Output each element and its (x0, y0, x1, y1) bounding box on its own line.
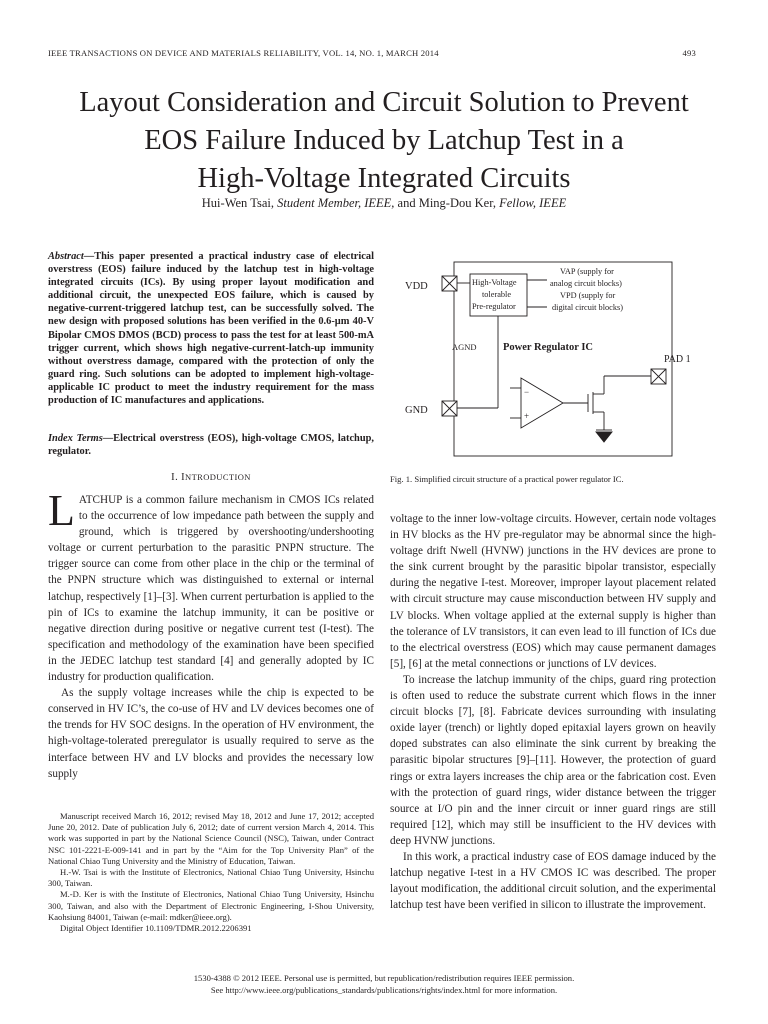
figure-caption: Fig. 1. Simplified circuit structure of a practical power regulator IC. (390, 474, 624, 484)
footnotes (48, 811, 374, 934)
vap-label-2: analog circuit blocks) (550, 279, 622, 288)
copyright-notice (48, 972, 720, 996)
drop-cap: L (48, 486, 75, 535)
title-line-2: EOS Failure Induced by Latchup Test in a (144, 125, 624, 156)
paragraph: In this work, a practical industry case of EOS damage induced by the latchup negative I-test in a HV CMOS IC was described. The proper layout modification, the additional circuit solution, and the experimental latchup test have been verified in silicon to illustrate the improvement. (390, 850, 716, 912)
ic-title: Power Regulator IC (503, 342, 594, 353)
paragraph-text: ATCHUP is a common failure mechanism in CMOS ICs related to the occurrence of low impedance path between the supply and ground, which is triggered by overshooting/undershooting voltage or current perturbation to the parasitic PNPN structure. The trigger source can come from other place in the chip or the terminal of the PNPN structure which was distinguished to external or internal latchup, respectively [1]–[3]. When current perturbation is applied to the pin of ICs to examine the latchup immunity, it can be positive or negative direction during positive or negative current test (I-test). The specification and methodology of the examination have been specified in the JEDEC latchup test standard [4] and generally adopted by IC industry for production qualification. (48, 494, 374, 684)
title-line-1: Layout Consideration and Circuit Solution to Prevent (79, 87, 689, 118)
vap-label-1: VAP (supply for (560, 267, 614, 276)
agnd-label: AGND (452, 342, 477, 352)
svg-text:+: + (524, 411, 530, 421)
running-head (48, 48, 696, 58)
paragraph (48, 486, 374, 685)
footnote-author-2: M.-D. Ker is with the Institute of Electronics, National Chiao Tung University, Hsinchu 300, Taiwan, and also with the Department of Electronic Engineering, I-Shou University, Kaohsiung 84001, Taiwan (e-mail: mdker@ieee.org). (48, 889, 374, 922)
copyright-line-1: 1530-4388 © 2012 IEEE. Personal use is permitted, but republication/redistribution requires IEEE permission. (193, 973, 575, 983)
index-terms: Index Terms—Electrical overstress (EOS), high-voltage CMOS, latchup, regulator. (48, 433, 374, 458)
section-heading (48, 472, 374, 483)
index-terms-label: Index Terms (48, 433, 103, 444)
author-1-role: Student Member, IEEE, (277, 196, 395, 210)
pad1-label: PAD 1 (664, 354, 691, 365)
journal-name: IEEE TRANSACTIONS ON DEVICE AND MATERIALS RELIABILITY, VOL. 14, NO. 1, MARCH 2014 (48, 48, 439, 58)
abstract-text: This paper presented a practical industry case of electrical overstress (EOS) failure induced by the latchup test in high-voltage integrated circuits (ICs). By using proper layout modification and additional circuit, the unexpected EOS failure, which is caused by negative-current-triggered latchup test, can be successfully solved. The new design with proposed solutions has been verified in the 0.6-µm 40-V Bipolar CMOS DMOS (BCD) process to pass the test for at least 500-mA trigger current, which shows high negative-current-latch-up immunity without overstress damage, compared with the protection of only the guard ring. Such solutions can be adopted to implement high-voltage-applicable IC product to meet the industry requirement for the mass production of IC manufactures and applications. (48, 251, 374, 407)
vpd-label-1: VPD (supply for (560, 291, 616, 300)
section-title-rest: NTRODUCTION (185, 472, 251, 482)
page-number: 493 (682, 48, 696, 58)
vdd-label: VDD (405, 281, 428, 292)
author-1: Hui-Wen Tsai, (201, 196, 274, 210)
section-title-initial: I (181, 472, 186, 483)
author-line (30, 196, 738, 211)
paragraph: To increase the latchup immunity of the chips, guard ring protection is often used to reduce the substrate current which flows in the inner circuit blocks [7], [8]. Fabricate devices surrounding with insulating oxide layer (trench) or lightly doped epitaxial layers grown on heavily doped substrates can also eliminate the sink current by breaking the parasitic bipolar structures [9]–[11]. However, the protection of guard rings or extra layers increases the chip area or the fabrication cost. Even with the protection of guard rings, wider distance between the trigger source at I/O pin and the inner circuit or inner guard rings are still required [12], which may still be insufficient to the HV devices with deep HVNW junctions. (390, 673, 716, 847)
paper-title (30, 84, 738, 198)
author-2-role: Fellow, IEEE (499, 196, 567, 210)
body-column-left (48, 486, 374, 782)
gnd-label: GND (405, 405, 428, 416)
svg-text:−: − (524, 387, 530, 397)
section-number: I. (171, 472, 179, 483)
footnote-doi: Digital Object Identifier 10.1109/TDMR.2012.2206391 (60, 923, 252, 934)
block-label-3: Pre-regulator (472, 302, 516, 311)
body-column-right (390, 511, 716, 913)
block-label-1: High-Voltage (472, 278, 517, 287)
title-line-3: High-Voltage Integrated Circuits (197, 163, 571, 194)
author-2: and Ming-Dou Ker, (397, 196, 496, 210)
footnote-manuscript: Manuscript received March 16, 2012; revised May 18, 2012 and June 17, 2012; accepted June 20, 2012. Date of publication July 6, 2012; date of current version March 4, 2014. This work was supported in part by the National Science Council (NSC), Taiwan, under Contract NSC 101-2221-E-009-141 and in part by the “Aim for the Top University Plan” of the National Chiao Tung University and the Ministry of Education, Taiwan. (48, 811, 374, 866)
circuit-figure (392, 252, 712, 466)
vpd-label-2: digital circuit blocks) (552, 303, 623, 312)
index-terms-text: Electrical overstress (EOS), high-voltage CMOS, latchup, regulator. (48, 433, 374, 458)
abstract: Abstract—This paper presented a practical industry case of electrical overstress (EOS) failure induced by the latchup test in high-voltage integrated circuits (ICs). By using proper layout modification and additional circuit, the unexpected EOS failure, which is caused by negative-current-triggered latchup test, can be successfully solved. The new design with proposed solutions has been verified in the 0.6-µm 40-V Bipolar CMOS DMOS (BCD) process to pass the test for at least 500-mA trigger current, which shows high negative-current-latch-up immunity without overstress damage, compared with the protection of only the guard ring. Such solutions can be adopted to implement high-voltage-applicable IC product to meet the industry requirement for the mass production of IC manufactures and applications. (48, 251, 374, 407)
copyright-line-2: See http://www.ieee.org/publications_standards/publications/rights/index.html for more information. (210, 985, 558, 995)
footnote-author-1: H.-W. Tsai is with the Institute of Electronics, National Chiao Tung University, Hsinchu 300, Taiwan. (48, 867, 374, 889)
abstract-label: Abstract (48, 251, 84, 262)
paragraph: As the supply voltage increases while the chip is expected to be conserved in HV IC’s, the co-use of HV and LV devices becomes one of the trends for HV SOC designs. In the operation of HV environment, the high-voltage-tolerated preregulator is usually required to serve as the interface between HV and LV blocks and provides the necessary low supply (48, 687, 374, 780)
paragraph: voltage to the inner low-voltage circuits. However, certain node voltages in HV blocks as the HV pre-regulator may be abnormal since the high-voltage drift Nwell (HVNW) junctions in the HV devices are prone to the sink current brought by the parasitic bipolar transistor, especially during the negative I-test. Moreover, improper layout placement related with circuit structure may cause misconduction between HV supply and LV blocks. When voltage applied at the external supply is higher than the tolerance of LV transistors, it can even lead to ill function of ICs due to the electrical overstress (EOS) which may cause permanent damages [5], [6] at the metal connections or junctions of LV devices. (390, 513, 716, 670)
block-label-2: tolerable (482, 290, 512, 299)
